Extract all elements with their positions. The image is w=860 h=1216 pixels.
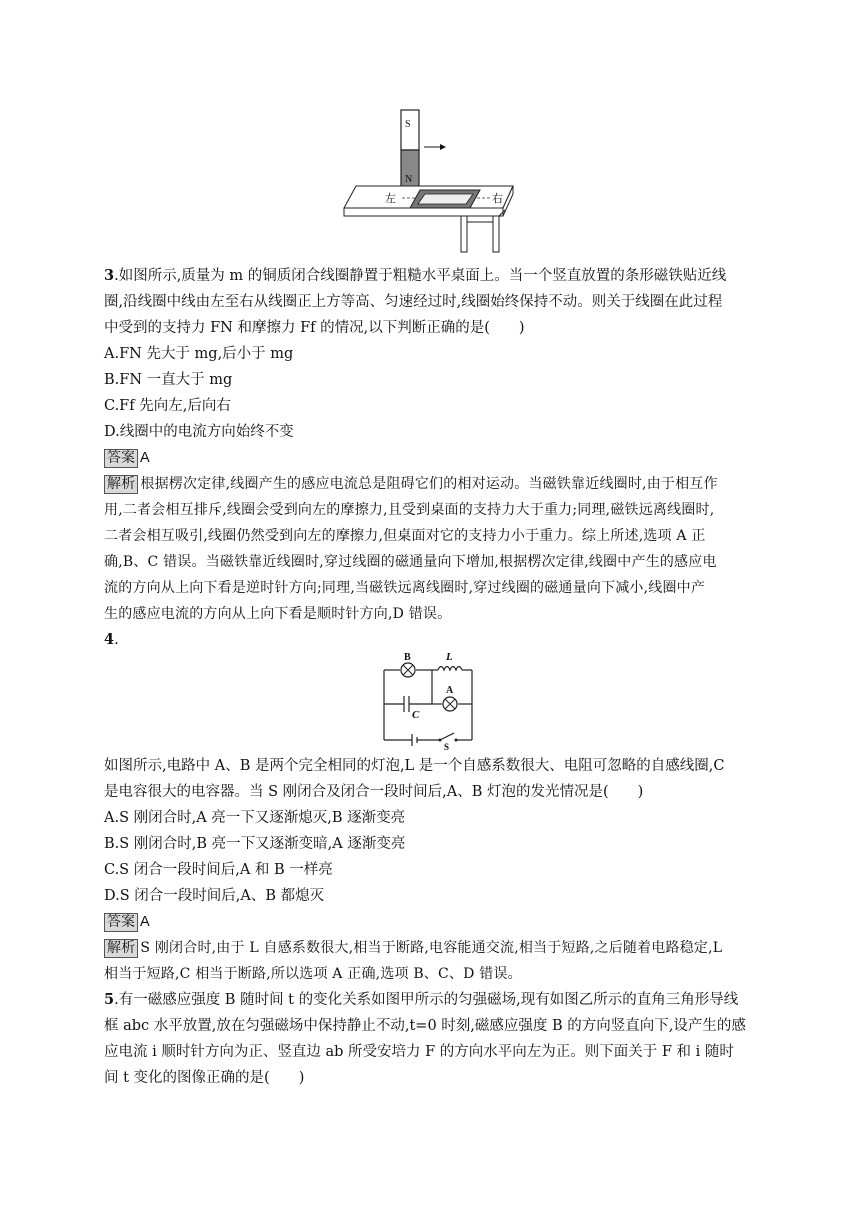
q4-option-d: D.S 闭合一段时间后,A、B 都熄灭 (104, 888, 325, 904)
analysis-tag: 解析 (104, 475, 138, 494)
q3-analysis-line-4: 确,B、C 错误。当磁铁靠近线圈时,穿过线圈的磁通量向下增加,根据楞次定律,线圈中产生的感应电 (104, 554, 717, 570)
q3-option-a: A.FN 先大于 mg,后小于 mg (104, 346, 294, 362)
q5-number: 5 (104, 991, 115, 1008)
q3-stem-line-2: 圈,沿线圈中线由左至右从线圈正上方等高、匀速经过时,线圈始终保持不动。则关于线圈在此过程 (104, 294, 723, 310)
q4-stem-line-2: 是电容很大的电容器。当 S 刚闭合及闭合一段时间后,A、B 灯泡的发光情况是( ) (104, 784, 644, 800)
magnet-n-label: N (405, 174, 413, 185)
lamp-b-label: B (404, 652, 411, 663)
lamp-a-label: A (446, 685, 454, 696)
q3-option-b: B.FN 一直大于 mg (104, 372, 233, 388)
q3-stem-line-1: 3.如图所示,质量为 m 的铜质闭合线圈静置于粗糙水平桌面上。当一个竖直放置的条形磁铁贴近线 (104, 267, 727, 284)
right-label: 右 (492, 193, 503, 205)
q3-option-c: C.Ff 先向左,后向右 (104, 398, 231, 414)
q3-analysis-line-2: 用,二者会相互排斥,线圈会受到向左的摩擦力,且受到桌面的支持力大于重力;同理,磁铁远离线圈时, (104, 502, 715, 518)
q4-option-a: A.S 刚闭合时,A 亮一下又逐渐熄灭,B 逐渐变亮 (104, 810, 406, 826)
q4-option-b: B.S 刚闭合时,B 亮一下又逐渐变暗,A 逐渐变亮 (104, 836, 406, 852)
q3-analysis-line-6: 生的感应电流的方向从上向下看是顺时针方向,D 错误。 (104, 606, 452, 622)
q4-number: 4 (104, 631, 115, 648)
analysis-tag: 解析 (104, 939, 138, 958)
left-label: 左 (385, 193, 396, 205)
q5-stem-line-2: 框 abc 水平放置,放在匀强磁场中保持静止不动,t=0 时刻,磁感应强度 B 的方向竖直向下,设产生的感 (104, 1018, 746, 1034)
capacitor-label: C (412, 709, 420, 721)
q3-answer: A (140, 450, 150, 466)
q5-stem-line-1: 5.有一磁感应强度 B 随时间 t 的变化关系如图甲所示的匀强磁场,现有如图乙所示的直角三角形导线 (104, 991, 739, 1008)
answer-tag: 答案 (104, 913, 138, 932)
switch-label: S (444, 742, 450, 750)
q5-stem-line-4: 间 t 变化的图像正确的是( ) (104, 1070, 305, 1086)
q4-number-line: 4. (104, 631, 119, 648)
magnet-s-label: S (405, 119, 411, 130)
q3-analysis-line-5: 流的方向从上向下看是逆时针方向;同理,当磁铁远离线圈时,穿过线圈的磁通量向下减小,线圈中产 (104, 580, 706, 596)
q4-analysis-line-2: 相当于短路,C 相当于断路,所以选项 A 正确,选项 B、C、D 错误。 (104, 966, 522, 982)
q3-analysis-line-1: 解析 根据楞次定律,线圈产生的感应电流总是阻碍它们的相对运动。当磁铁靠近线圈时,由于相互作 (104, 474, 718, 494)
magnet-coil-figure (340, 100, 530, 260)
q3-number: 3 (104, 267, 115, 284)
q3-analysis-line-3: 二者会相互吸引,线圈仍然受到向左的摩擦力,但桌面对它的支持力小于重力。综上所述,选项 A 正 (104, 528, 706, 544)
answer-tag: 答案 (104, 449, 138, 468)
q3-answer-row (104, 448, 150, 468)
q4-analysis-line-1: 解析 S 刚闭合时,由于 L 自感系数很大,相当于断路,电容能通交流,相当于短路,之后随着电路稳定,L (104, 938, 722, 958)
q3-stem-line-3: 中受到的支持力 FN 和摩擦力 Ff 的情况,以下判断正确的是( ) (104, 320, 525, 336)
inductor-label: L (446, 652, 453, 663)
q4-option-c: C.S 闭合一段时间后,A 和 B 一样亮 (104, 862, 333, 878)
q4-stem-line-1: 如图所示,电路中 A、B 是两个完全相同的灯泡,L 是一个自感系数很大、电阻可忽略的自感线圈,C (104, 758, 725, 774)
q4-answer: A (140, 914, 150, 930)
circuit-diagram (374, 652, 484, 750)
q4-answer-row (104, 912, 150, 932)
q3-option-d: D.线圈中的电流方向始终不变 (104, 424, 294, 440)
q5-stem-line-3: 应电流 i 顺时针方向为正、竖直边 ab 所受安培力 F 的方向水平向左为正。则下面关于 F 和 i 随时 (104, 1044, 734, 1060)
